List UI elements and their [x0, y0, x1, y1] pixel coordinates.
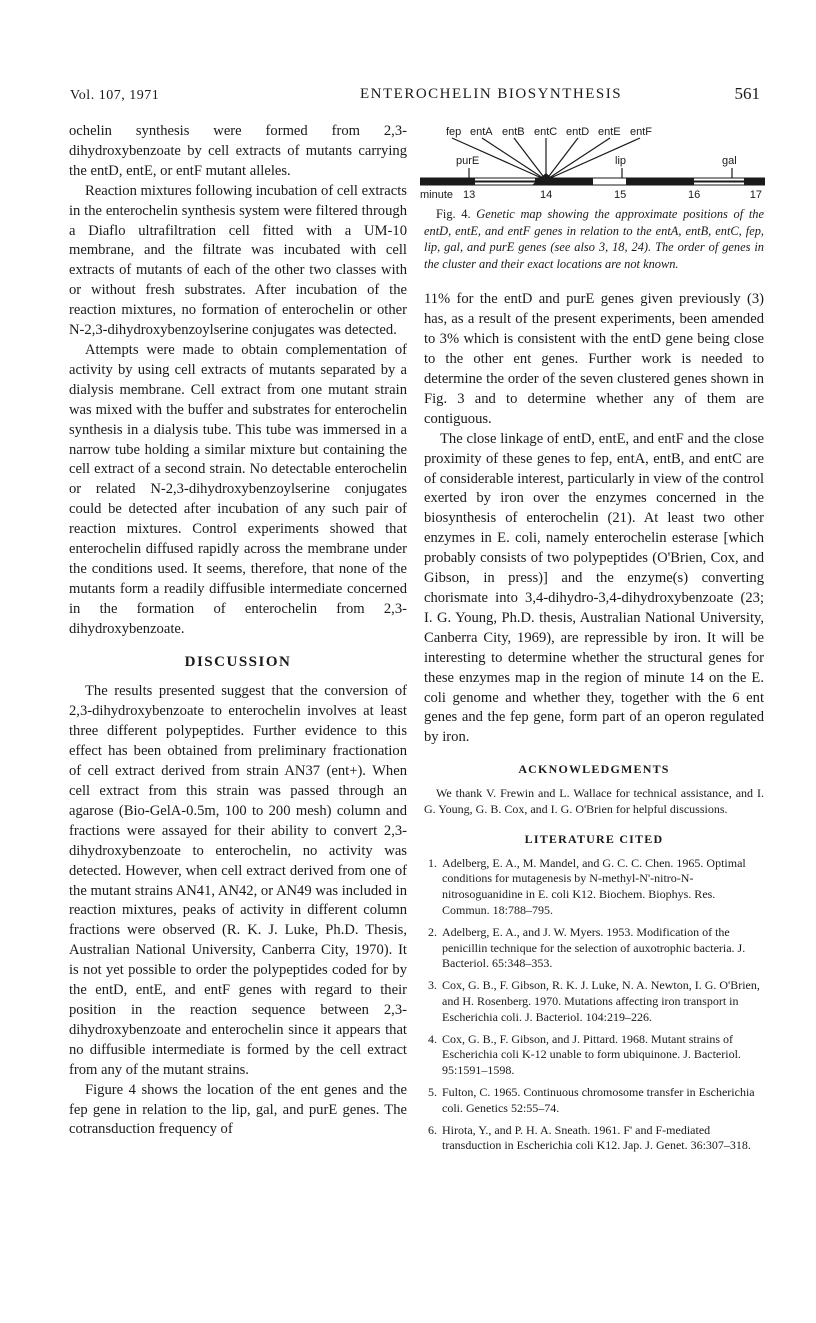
paragraph: Figure 4 shows the location of the ent genes and the fep gene in relation to the lip, gal, and purE genes. The cotransduction frequency of — [69, 1081, 407, 1138]
page-header — [70, 86, 760, 106]
minute-tick-label: 17 — [749, 189, 762, 201]
paragraph: 11% for the entD and purE genes given previously (3) has, as a result of the present experiments, been amended to 3% which is consistent with the entD gene being close to the other ent genes. Further work is needed to determine the order of the seven clustered genes shown in Fig. 3 and to determine whether any of them are contiguous. — [424, 291, 764, 427]
reference-item — [424, 1123, 764, 1155]
gene-line — [546, 138, 610, 180]
reference-item — [424, 1085, 764, 1117]
gene-line — [546, 138, 578, 180]
minute-tick-label: 14 — [540, 189, 553, 201]
reference-item — [424, 1032, 764, 1079]
minute-tick-label: 16 — [688, 189, 701, 201]
reference-item — [424, 856, 764, 919]
gene-label: entE — [598, 126, 621, 138]
genetic-map-figure — [420, 122, 765, 202]
running-title: ENTEROCHELIN BIOSYNTHESIS — [360, 86, 623, 102]
minute-axis-label: minute — [420, 189, 454, 201]
reference-text: Adelberg, E. A., and J. W. Myers. 1953. Modification of the penicillin technique for the selection of auxotrophic bacteria. J. Bacteriol. 65:348–353. — [442, 924, 746, 971]
reference-text: Cox, G. B., F. Gibson, and J. Pittard. 1968. Mutant strains of Escherichia coli K-12 unable to form ubiquinone. J. Bacteriol. 95:1591–1598. — [442, 1031, 741, 1078]
gene-label: entB — [502, 126, 525, 138]
gene-label: entC — [534, 126, 558, 138]
reference-text: Cox, G. B., F. Gibson, R. K. J. Luke, N. A. Newton, I. G. O'Brien, and H. Rosenberg. 1970. Mutations affecting iron transport in Escherichia coli. J. Bacteriol. 104:219–226. — [442, 978, 760, 1024]
reference-list — [424, 856, 764, 1155]
gene-label: entA — [470, 126, 493, 138]
acknowledgments-text: We thank V. Frewin and L. Wallace for technical assistance, and I. G. Young, G. B. Cox, and I. G. O'Brien for helpful discussions. — [424, 786, 764, 816]
reference-item — [424, 978, 764, 1025]
chromosome-segment — [475, 181, 535, 183]
minute-tick-label: 13 — [463, 189, 476, 201]
marker-label: gal — [722, 155, 737, 167]
right-column — [420, 122, 764, 1160]
paragraph: Reaction mixtures following incubation of cell extracts in the enterochelin synthesis system were filtered through a Diaflo ultrafiltration cell fitted with a UM-10 membrane, and the filtrate was incubated with cell extracts of mutants of each of the other two classes with or without fresh substrates. After incubation of the reaction mixtures, no formation of enterochelin or other N-2,3-dihydroxybenzoylserine conjugates was detected. — [69, 182, 407, 339]
reference-number: 4. — [428, 1031, 437, 1046]
paragraph: ochelin synthesis were formed from 2,3-dihydroxybenzoate by cell extracts of mutants carrying the entD, entE, or entF mutant alleles. — [69, 123, 407, 179]
marker-label: lip — [615, 155, 627, 167]
reference-text: Adelberg, E. A., M. Mandel, and G. C. C. Chen. 1965. Optimal conditions for mutagenesis by N-methyl-N'-nitro-N-nitrosoguanidine in E. coli K12. Biochem. Biophys. Res. Commun. 18:788–795. — [442, 855, 746, 918]
page-number: 561 — [734, 84, 760, 103]
reference-number: 3. — [428, 978, 437, 993]
section-heading-discussion: DISCUSSION — [184, 653, 292, 670]
figure-caption-text: Genetic map showing the approximate positions of the entD, entE, and entF genes in relation to the entA, entB, entC, fep, lip, gal, and purE genes (see also 3, 18, 24). The order of genes in the cluster and their exact locations are not known. — [424, 207, 764, 271]
chromosome-segment — [626, 178, 694, 185]
marker-label: purE — [456, 155, 480, 167]
volume-label: Vol. 107, 1971 — [70, 88, 160, 103]
gene-line — [482, 138, 546, 180]
gene-line — [514, 138, 546, 180]
reference-text: Hirota, Y., and P. H. A. Sneath. 1961. F' and F-mediated transduction in Escherichia coli K12. Jap. J. Genet. 36:307–318. — [442, 1122, 751, 1153]
paragraph: The results presented suggest that the conversion of 2,3-dihydroxybenzoate to enterochelin involves at least three different polypeptides. Further evidence to this effect has been obtained from preliminary fractionation of cell extract derived from strain AN37 (ent+). When cell extract from this strain was passed through an agarose (Bio-GelA-0.5m, 100 to 200 mesh) column and fractions were assayed for their ability to convert 2,3-dihydroxybenzoate to enterochelin, no activity was detected. However, when cell extract derived from one of the mutant strains AN41, AN42, or AN49 was included in reaction mixtures, peaks of activity in different column fractions were observed (R. K. J. Luke, Ph.D. Thesis, Australian National University, Canberra City, 1970). It is not yet possible to order the polypeptides coded for by the entD, entE, and entF genes with regard to their position in the reaction sequence between 2,3-dihydroxybenzoate and enterochelin since it appears that no diffusible intermediate is formed by the cell extract from any of the mutant strains. — [69, 683, 407, 1078]
chromosome-segment — [420, 178, 475, 185]
gene-label: entF — [630, 126, 653, 138]
reference-text: Fulton, C. 1965. Continuous chromosome transfer in Escherichia coli. Genetics 52:55–74. — [442, 1084, 755, 1115]
section-heading-literature-cited: LITERATURE CITED — [524, 831, 664, 846]
reference-number: 5. — [428, 1084, 437, 1099]
reference-number: 1. — [428, 855, 437, 870]
paragraph: Attempts were made to obtain complementation of activity by using cell extracts of mutants separated by a dialysis membrane. Cell extract from one mutant strain was mixed with the buffer and substrates for enterochelin synthesis in a dialysis tube. This tube was immersed in a narrow tube holding a similar mixture but containing the cell extract of a second strain. No detectable enterochelin or related N-2,3-dihydroxybenzoylserine conjugates could be detected after incubation of any such pair of reaction mixtures. Control experiments showed that enterochelin diffused rapidly across the membrane under the conditions used. It seems, therefore, that none of the mutants form a readily diffusible intermediate concerned in the formation of enterochelin from 2,3-dihydroxybenzoate. — [69, 341, 407, 637]
genetic-map-svg — [420, 122, 765, 202]
reference-number: 6. — [428, 1122, 437, 1137]
minute-tick-label: 15 — [614, 189, 627, 201]
section-heading-acknowledgments: ACKNOWLEDGMENTS — [518, 762, 670, 777]
figure-caption — [424, 206, 764, 272]
reference-item — [424, 925, 764, 972]
chromosome-segment — [744, 178, 765, 185]
figure-caption-label: Fig. 4. — [436, 207, 471, 221]
gene-label: fep — [446, 126, 462, 138]
chromosome-segment — [694, 181, 744, 183]
left-column — [69, 122, 407, 1140]
paragraph: The close linkage of entD, entE, and entF and the close proximity of these genes to fep, entA, entB, and entC are of considerable interest, particularly in view of the control exerted by iron over the enzymes concerned in the biosynthesis of enterochelin (21). At least two other enzymes in E. coli, namely enterochelin esterase [which probably consists of two polypeptides (O'Brien, Cox, and Gibson, in press)] and the enzyme(s) converting chorismate into 3,4-dihydro-3,4-dihydroxybenzoate (23; I. G. Young, Ph.D. thesis, Australian National University, Canberra City, 1969), are repressible by iron. It will be interesting to determine whether the structural genes for these enzymes map in the region of minute 14 on the E. coli genome and whether they, together with the 6 ent genes and the fep gene, form part of an operon regulated by iron. — [424, 430, 764, 746]
reference-number: 2. — [428, 924, 437, 939]
gene-label: entD — [566, 126, 590, 138]
